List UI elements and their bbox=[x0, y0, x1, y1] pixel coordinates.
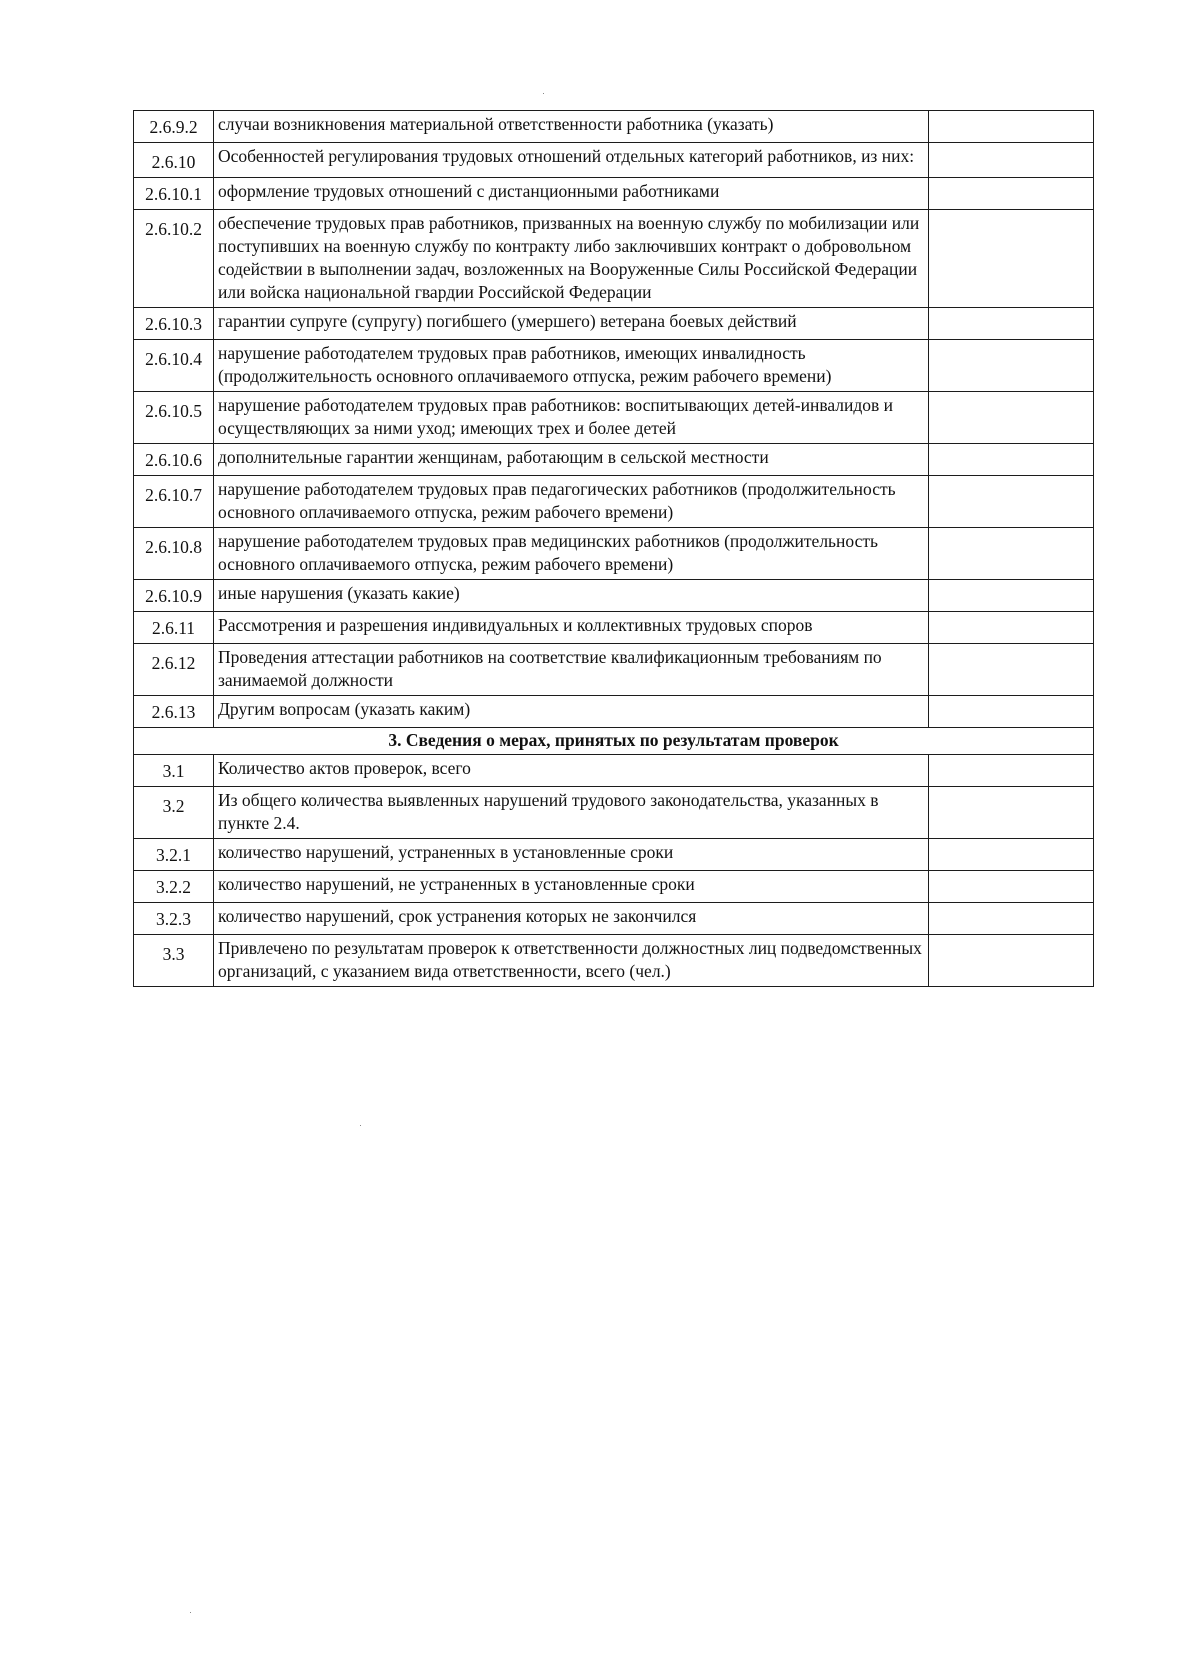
table-row bbox=[134, 528, 1094, 580]
table-row bbox=[134, 308, 1094, 340]
row-text: случаи возникновения материальной ответственности работника (указать) bbox=[214, 111, 929, 143]
value-cell[interactable] bbox=[929, 839, 1094, 871]
table-row bbox=[134, 143, 1094, 178]
value-cell[interactable] bbox=[929, 755, 1094, 787]
value-cell[interactable] bbox=[929, 580, 1094, 612]
value-cell[interactable] bbox=[929, 178, 1094, 210]
value-cell[interactable] bbox=[929, 308, 1094, 340]
value-cell[interactable] bbox=[929, 612, 1094, 644]
row-number: 2.6.10.1 bbox=[134, 178, 214, 210]
table-row bbox=[134, 787, 1094, 839]
row-number: 2.6.10.9 bbox=[134, 580, 214, 612]
scan-speck bbox=[543, 93, 544, 94]
scan-speck bbox=[190, 1612, 191, 1613]
table-row bbox=[134, 612, 1094, 644]
row-text: количество нарушений, устраненных в установленные сроки bbox=[214, 839, 929, 871]
table-row bbox=[134, 476, 1094, 528]
table-row bbox=[134, 210, 1094, 308]
row-text: Другим вопросам (указать каким) bbox=[214, 696, 929, 728]
row-text: оформление трудовых отношений с дистанционными работниками bbox=[214, 178, 929, 210]
row-text: Из общего количества выявленных нарушений трудового законодательства, указанных в пункте 2.4. bbox=[214, 787, 929, 839]
row-number: 3.2 bbox=[134, 787, 214, 839]
row-text: обеспечение трудовых прав работников, призванных на военную службу по мобилизации или поступивших на военную службу по контракту либо заключивших контракт о добровольном содействии в выполнении задач, возложенных на Вооруженные Силы Российской Федерации или войска национальной гвардии Российской Федерации bbox=[214, 210, 929, 308]
table-row bbox=[134, 935, 1094, 987]
table-row bbox=[134, 111, 1094, 143]
row-number: 2.6.10.4 bbox=[134, 340, 214, 392]
value-cell[interactable] bbox=[929, 340, 1094, 392]
value-cell[interactable] bbox=[929, 696, 1094, 728]
value-cell[interactable] bbox=[929, 210, 1094, 308]
row-number: 2.6.10.7 bbox=[134, 476, 214, 528]
row-text: нарушение работодателем трудовых прав медицинских работников (продолжительность основного оплачиваемого отпуска, режим рабочего времени) bbox=[214, 528, 929, 580]
row-text: Особенностей регулирования трудовых отношений отдельных категорий работников, из них: bbox=[214, 143, 929, 178]
value-cell[interactable] bbox=[929, 644, 1094, 696]
row-text: количество нарушений, срок устранения которых не закончился bbox=[214, 903, 929, 935]
row-number: 2.6.10.6 bbox=[134, 444, 214, 476]
row-text: гарантии супруге (супругу) погибшего (умершего) ветерана боевых действий bbox=[214, 308, 929, 340]
table-row bbox=[134, 178, 1094, 210]
row-number: 2.6.10.8 bbox=[134, 528, 214, 580]
row-text: нарушение работодателем трудовых прав педагогических работников (продолжительность основного оплачиваемого отпуска, режим рабочего времени) bbox=[214, 476, 929, 528]
value-cell[interactable] bbox=[929, 444, 1094, 476]
row-number: 2.6.10.2 bbox=[134, 210, 214, 308]
table-row bbox=[134, 580, 1094, 612]
value-cell[interactable] bbox=[929, 143, 1094, 178]
table-row bbox=[134, 871, 1094, 903]
table-row bbox=[134, 392, 1094, 444]
row-number: 2.6.10 bbox=[134, 143, 214, 178]
table-row bbox=[134, 755, 1094, 787]
row-number: 3.2.3 bbox=[134, 903, 214, 935]
value-cell[interactable] bbox=[929, 903, 1094, 935]
row-text: нарушение работодателем трудовых прав работников, имеющих инвалидность (продолжительность основного оплачиваемого отпуска, режим рабочего времени) bbox=[214, 340, 929, 392]
row-number: 3.1 bbox=[134, 755, 214, 787]
table-row bbox=[134, 696, 1094, 728]
value-cell[interactable] bbox=[929, 787, 1094, 839]
row-text: Рассмотрения и разрешения индивидуальных и коллективных трудовых споров bbox=[214, 612, 929, 644]
value-cell[interactable] bbox=[929, 111, 1094, 143]
scan-speck bbox=[360, 1125, 361, 1126]
section-heading-row bbox=[134, 728, 1094, 755]
section-heading: 3. Сведения о мерах, принятых по результатам проверок bbox=[134, 728, 1094, 755]
table-row bbox=[134, 903, 1094, 935]
row-number: 2.6.10.3 bbox=[134, 308, 214, 340]
table-row bbox=[134, 444, 1094, 476]
row-number: 2.6.12 bbox=[134, 644, 214, 696]
row-number: 2.6.11 bbox=[134, 612, 214, 644]
row-text: Количество актов проверок, всего bbox=[214, 755, 929, 787]
value-cell[interactable] bbox=[929, 476, 1094, 528]
row-number: 3.3 bbox=[134, 935, 214, 987]
row-number: 3.2.2 bbox=[134, 871, 214, 903]
value-cell[interactable] bbox=[929, 528, 1094, 580]
row-text: Привлечено по результатам проверок к ответственности должностных лиц подведомственных организаций, с указанием вида ответственности, всего (чел.) bbox=[214, 935, 929, 987]
row-number: 3.2.1 bbox=[134, 839, 214, 871]
row-text: нарушение работодателем трудовых прав работников: воспитывающих детей-инвалидов и осуществляющих за ними уход; имеющих трех и более детей bbox=[214, 392, 929, 444]
table-row bbox=[134, 644, 1094, 696]
row-text: количество нарушений, не устраненных в установленные сроки bbox=[214, 871, 929, 903]
table-row bbox=[134, 839, 1094, 871]
row-text: дополнительные гарантии женщинам, работающим в сельской местности bbox=[214, 444, 929, 476]
value-cell[interactable] bbox=[929, 392, 1094, 444]
report-table bbox=[133, 110, 1094, 987]
row-text: иные нарушения (указать какие) bbox=[214, 580, 929, 612]
value-cell[interactable] bbox=[929, 935, 1094, 987]
row-number: 2.6.10.5 bbox=[134, 392, 214, 444]
row-number: 2.6.13 bbox=[134, 696, 214, 728]
row-text: Проведения аттестации работников на соответствие квалификационным требованиям по занимаемой должности bbox=[214, 644, 929, 696]
table-row bbox=[134, 340, 1094, 392]
value-cell[interactable] bbox=[929, 871, 1094, 903]
row-number: 2.6.9.2 bbox=[134, 111, 214, 143]
